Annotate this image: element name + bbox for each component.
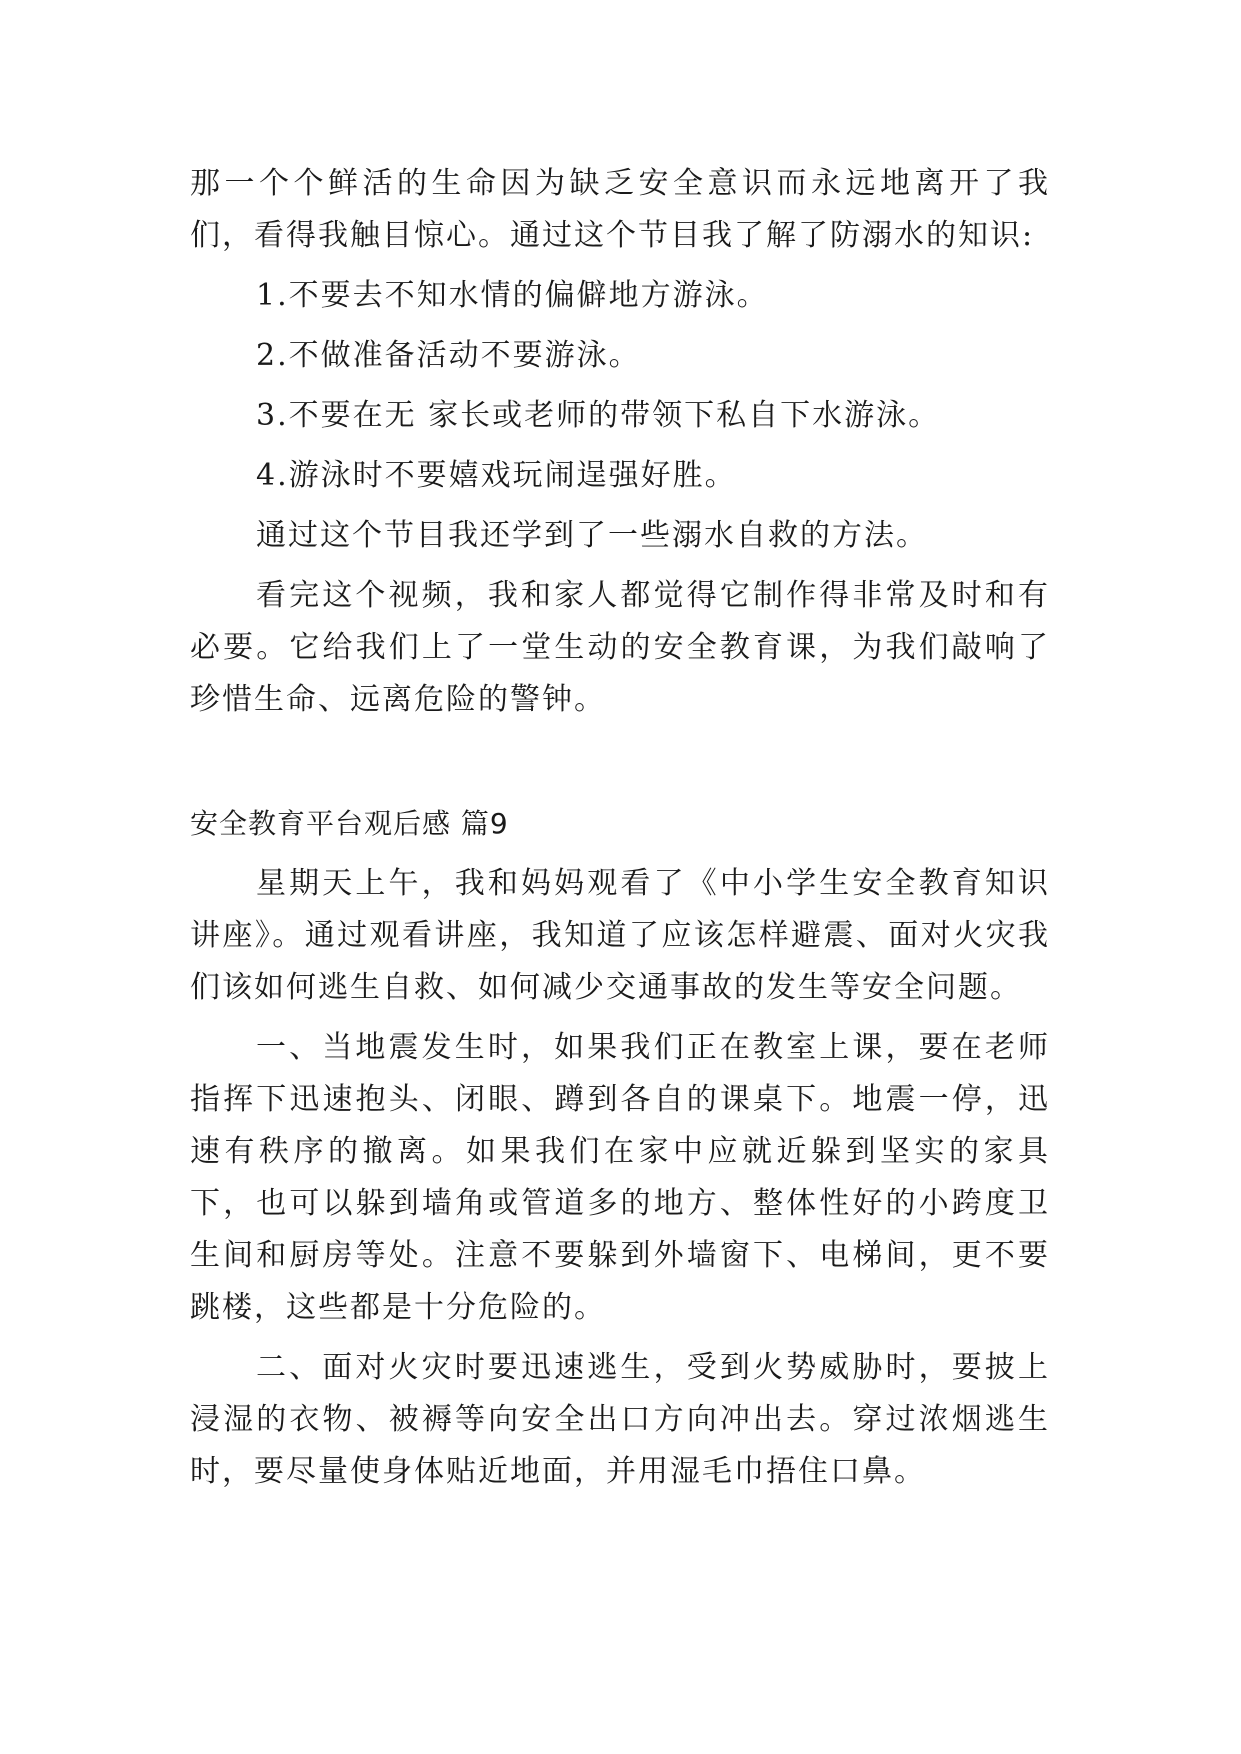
paragraph-fire: 二、面对火灾时要迅速逃生，受到火势威胁时，要披上浸湿的衣物、被褥等向安全出口方向冲出去。穿过浓烟逃生时，要尽量使身体贴近地面，并用湿毛巾捂住口鼻。 bbox=[190, 1350, 1050, 1489]
list-item-4: 4.游泳时不要嬉戏玩闹逞强好胜。 bbox=[256, 458, 737, 493]
list-item-1: 1.不要去不知水情的偏僻地方游泳。 bbox=[256, 278, 769, 313]
paragraph-conclusion: 看完这个视频，我和家人都觉得它制作得非常及时和有必要。它给我们上了一堂生动的安全教育课，为我们敲响了珍惜生命、远离危险的警钟。 bbox=[190, 578, 1050, 717]
paragraph-self-rescue: 通过这个节目我还学到了一些溺水自救的方法。 bbox=[256, 518, 928, 553]
list-item-2: 2.不做准备活动不要游泳。 bbox=[256, 338, 641, 373]
section-1 bbox=[190, 158, 1050, 726]
paragraph-earthquake: 一、当地震发生时，如果我们正在教室上课，要在老师指挥下迅速抱头、闭眼、蹲到各自的课桌下。地震一停，迅速有秩序的撤离。如果我们在家中应就近躲到坚实的家具下，也可以躲到墙角或管道多的地方、整体性好的小跨度卫生间和厨房等处。注意不要躲到外墙窗下、电梯间，更不要跳楼，这些都是十分危险的。 bbox=[190, 1030, 1050, 1325]
section-2 bbox=[190, 798, 1050, 1498]
paragraph-intro: 星期天上午，我和妈妈观看了《中小学生安全教育知识讲座》。通过观看讲座，我知道了应该怎样避震、面对火灾我们该如何逃生自救、如何减少交通事故的发生等安全问题。 bbox=[190, 866, 1050, 1005]
list-item-3: 3.不要在无 家长或老师的带领下私自下水游泳。 bbox=[256, 398, 941, 433]
paragraph-opening: 那一个个鲜活的生命因为缺乏安全意识而永远地离开了我们，看得我触目惊心。通过这个节目我了解了防溺水的知识: bbox=[190, 166, 1050, 253]
section-heading: 安全教育平台观后感 篇9 bbox=[190, 807, 509, 840]
